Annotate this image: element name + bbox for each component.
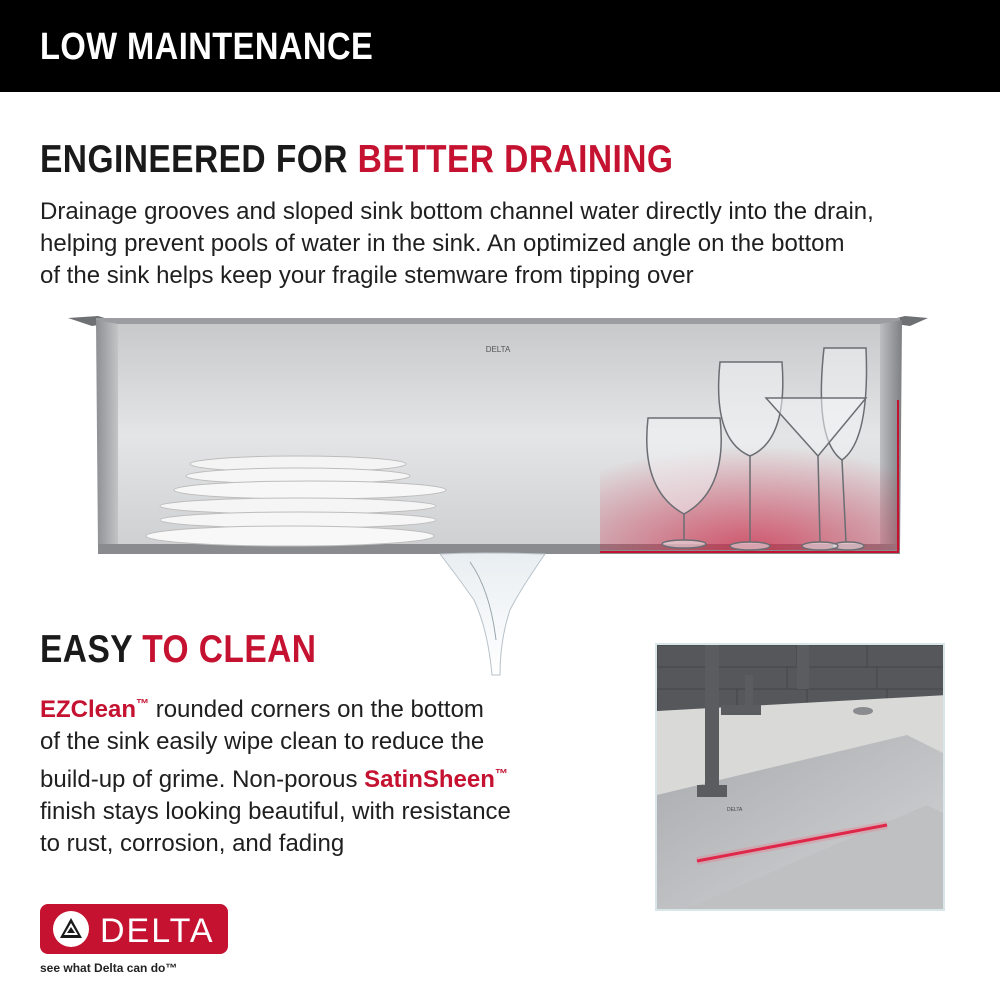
line3-start: build-up of grime. Non-porous xyxy=(40,766,365,793)
inset-photo xyxy=(655,643,945,911)
section1-line: helping prevent pools of water in the sink. An optimized angle on the bottom xyxy=(40,230,845,257)
trademark: ™ xyxy=(494,766,508,781)
soap-dispenser xyxy=(853,707,873,715)
section1-line: of the sink helps keep your fragile stemware from tipping over xyxy=(40,262,694,289)
heading2-accent: TO CLEAN xyxy=(142,628,317,671)
banner-title: LOW MAINTENANCE xyxy=(40,26,374,68)
heading-better-draining xyxy=(40,138,673,182)
heading2-plain: EASY xyxy=(40,628,133,671)
heading-easy-to-clean xyxy=(40,628,316,672)
section2-line-5: to rust, corrosion, and fading xyxy=(40,830,345,857)
section2-description xyxy=(40,688,511,860)
sink-illustration xyxy=(0,300,1000,680)
logo-tagline: see what Delta can do™ xyxy=(40,961,178,975)
sink-left-wall xyxy=(96,320,118,550)
delta-mark-icon xyxy=(46,904,96,954)
heading1-plain: ENGINEERED FOR xyxy=(40,138,348,181)
sink-label: DELTA xyxy=(485,345,511,354)
logo-wordmark: DELTA xyxy=(100,912,215,950)
section1-description xyxy=(40,196,874,292)
satinsheen-brand: SatinSheen xyxy=(364,766,495,793)
trademark: ™ xyxy=(136,696,150,711)
delta-logo xyxy=(40,904,228,954)
inset-label: DELTA xyxy=(727,807,743,813)
heading1-accent: BETTER DRAINING xyxy=(357,138,674,181)
section2-line-1 xyxy=(40,688,511,726)
section2-line-3 xyxy=(40,758,511,796)
section2-line-2: of the sink easily wipe clean to reduce the xyxy=(40,728,485,755)
inset-sink-photo xyxy=(657,645,945,911)
sink-rim-top xyxy=(96,318,900,324)
line1-rest: rounded corners on the bottom xyxy=(149,696,484,723)
top-banner xyxy=(0,0,1000,92)
ezclean-brand: EZClean xyxy=(40,696,137,723)
section2-line-4: finish stays looking beautiful, with resistance xyxy=(40,798,511,825)
water-stream xyxy=(440,553,545,675)
section1-line: Drainage grooves and sloped sink bottom channel water directly into the drain, xyxy=(40,198,874,225)
